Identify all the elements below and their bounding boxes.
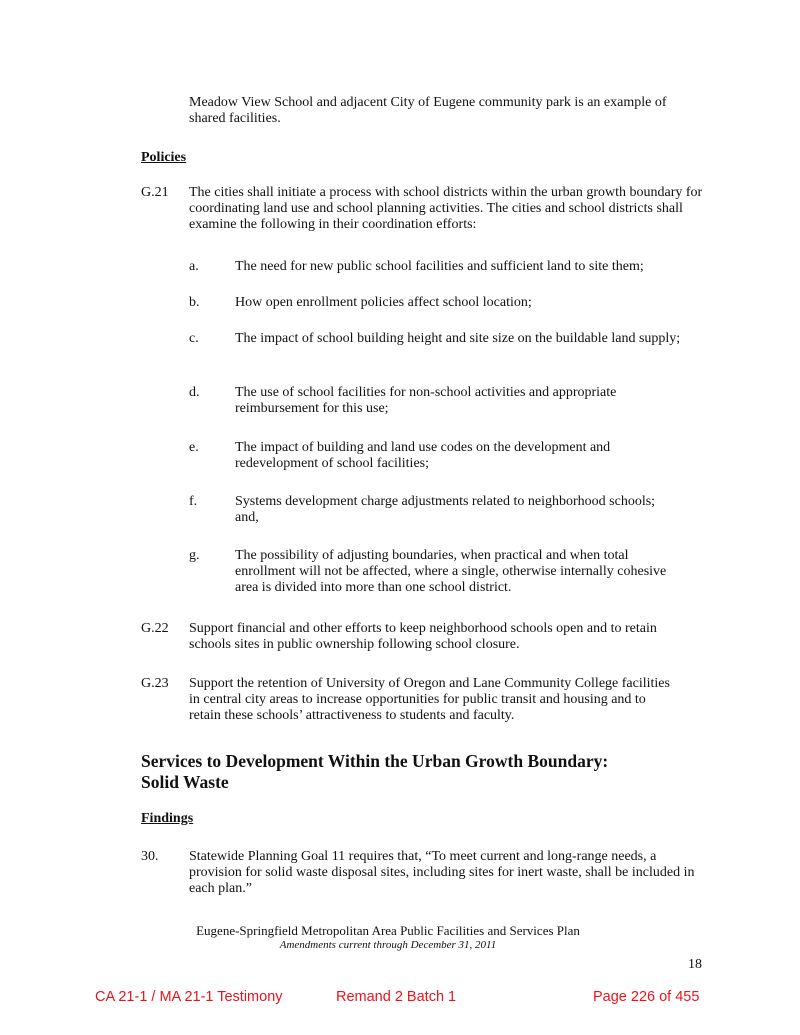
stamp-case-id: CA 21-1 / MA 21-1 Testimony [95, 989, 283, 1005]
list-item-letter: b. [189, 295, 200, 310]
policy-text: Support financial and other efforts to keep neighborhood schools open and to retain schools sites in public ownership following school closure. [189, 621, 657, 652]
list-item-letter: c. [189, 331, 199, 346]
list-item-text: The impact of school building height and site size on the buildable land supply; [235, 331, 681, 346]
list-item-text: The use of school facilities for non-school activities and appropriate reimbursement for this use; [235, 385, 617, 416]
policies-heading: Policies [141, 150, 187, 165]
finding-text: Statewide Planning Goal 11 requires that, “To meet current and long-range needs, a provision for solid waste disposal sites, including sites for inert waste, shall be included in each plan.” [189, 849, 695, 896]
list-item-letter: d. [189, 385, 200, 400]
finding-number: 30. [141, 849, 159, 864]
policy-text: The cities shall initiate a process with school districts within the urban growth boundary for coordinating land use and school planning activities. The cities and school districts shall examine the following in their coordination efforts: [189, 185, 703, 232]
intro-paragraph: Meadow View School and adjacent City of Eugene community park is an example of shared facilities. [189, 95, 667, 126]
list-item-text: Systems development charge adjustments related to neighborhood schools; and, [235, 494, 656, 525]
policy-number: G.21 [141, 185, 169, 200]
stamp-batch: Remand 2 Batch 1 [336, 989, 457, 1005]
policy-number: G.22 [141, 621, 169, 636]
stamp-page-count: Page 226 of 455 [593, 989, 700, 1005]
section-heading-line-2: Solid Waste [141, 772, 229, 792]
section-heading-line-1: Services to Development Within the Urban Growth Boundary: [141, 751, 609, 771]
section-heading [141, 751, 741, 793]
list-item-text: The impact of building and land use codes on the development and redevelopment of school facilities; [235, 440, 611, 471]
list-item-letter: e. [189, 440, 199, 455]
page-number: 18 [688, 957, 702, 972]
list-item-letter: f. [189, 494, 198, 509]
footer-title: Eugene-Springfield Metropolitan Area Public Facilities and Services Plan [196, 923, 580, 938]
policy-number: G.23 [141, 676, 169, 691]
list-item-text: The possibility of adjusting boundaries, when practical and when total enrollment will not be affected, where a single, otherwise internally cohesive area is divided into more than one school district. [235, 548, 667, 595]
findings-heading: Findings [141, 811, 194, 826]
footer-subtitle: Amendments current through December 31, 2011 [279, 939, 497, 951]
list-item-letter: g. [189, 548, 200, 563]
list-item-text: How open enrollment policies affect school location; [235, 295, 532, 310]
policy-text: Support the retention of University of Oregon and Lane Community College facilities in central city areas to increase opportunities for public transit and housing and to retain these schools’ attractiveness to students and faculty. [189, 676, 670, 723]
list-item-letter: a. [189, 259, 199, 274]
list-item-text: The need for new public school facilities and sufficient land to site them; [235, 259, 644, 274]
